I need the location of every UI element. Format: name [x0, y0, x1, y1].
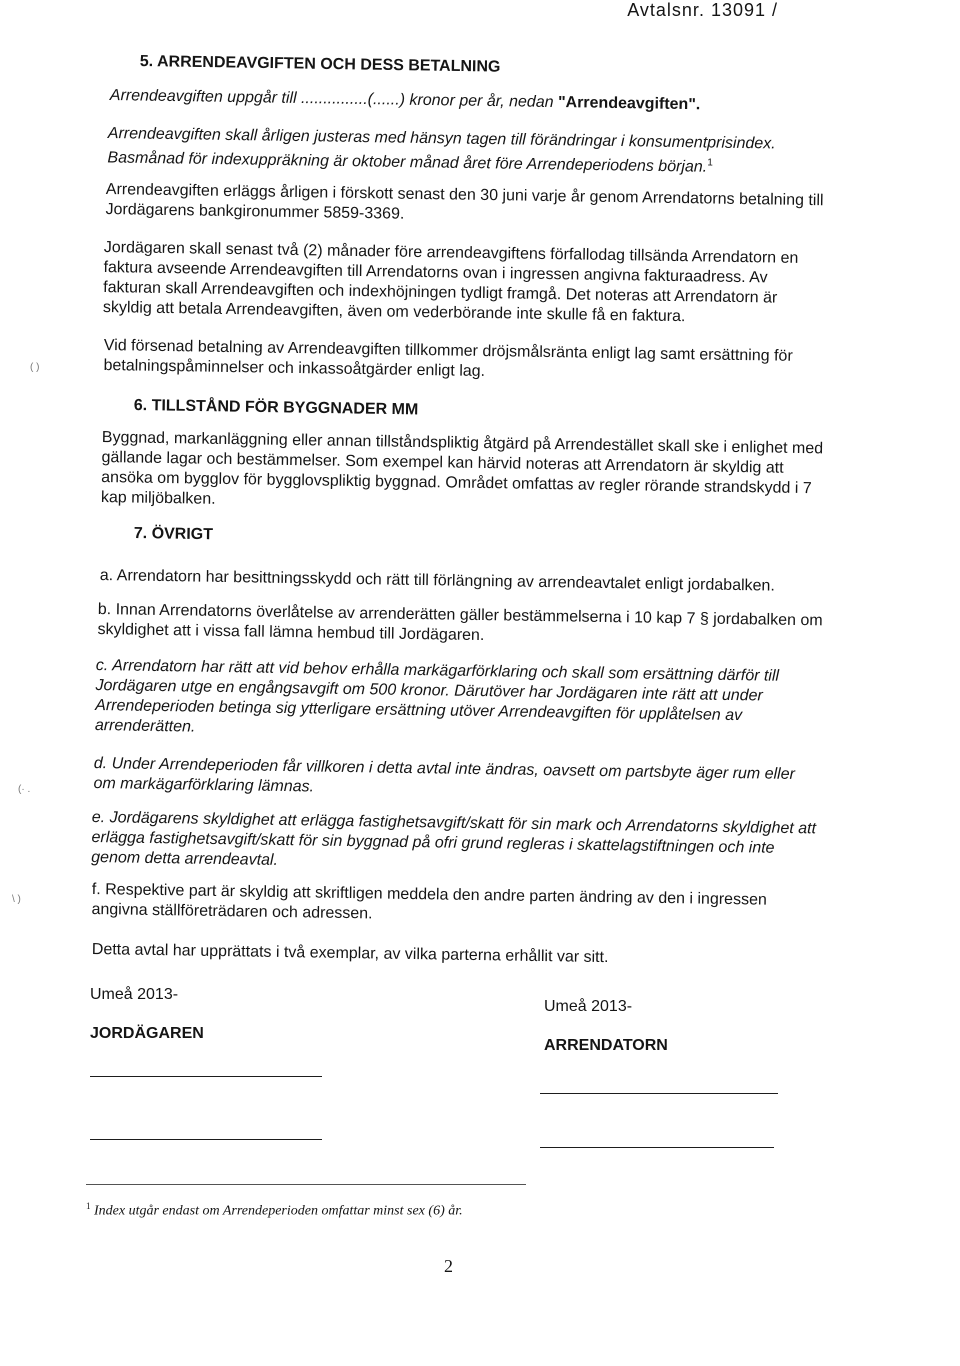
section-5-payment: Arrendeavgiften erläggs årligen i förskott senast den 30 juni varje år genom Arrendatorns betalning till Jordägarens bankgironummer 5859-3369. — [105, 180, 824, 223]
section-6-heading: 6. TILLSTÅND FÖR BYGGNADER MM — [133, 396, 419, 419]
clause-b: b. Innan Arrendatorns överlåtelse av arrenderätten gäller bestämmelserna i 10 kap 7 § jordabalken om skyldighet att i vissa fall lämna hembud till Jordägaren. — [97, 600, 823, 645]
footnote — [86, 1196, 463, 1222]
contract-number: Avtalsnr. 13091 / — [627, 0, 778, 20]
footnote-text: Index utgår endast om Arrendeperioden omfattar minst sex (6) år. — [94, 1203, 463, 1219]
clause-e: e. Jordägarens skyldighet att erlägga fastighetsavgift/skatt för sin mark och Arrendatorns skyldighet att erlägga fastighetsavgift/skatt för sin byggnad på ofri grund regleras i skattelagstiftningen och inte genom detta arrendeavtal. — [91, 808, 817, 869]
section-5-late-payment: Vid försenad betalning av Arrendeavgiften tillkommer dröjsmålsränta enligt lag samt ersättning för betalningspåminnelser och inkassoåtgärder enligt lag. — [103, 336, 793, 380]
tenant-place-date: Umeå 2013- — [544, 998, 633, 1015]
clause-c: c. Arrendatorn har rätt att vid behov erhålla markägarförklaring och skall som ersättning därför till Jordägaren utge en engångsavgift om 500 kronor. Därutöver har Jordägaren inte rätt att under Arrendeperioden betinga sig ytterligare ersättning utöver Arrendeavgiften för upplåtelsen av arrenderätten. — [94, 656, 780, 736]
section-7-heading: 7. ÖVRIGT — [133, 524, 214, 544]
clause-a: a. Arrendatorn har besittningsskydd och rätt till förlängning av arrendeavtalet enligt jordabalken. — [99, 566, 775, 595]
landowner-label: JORDÄGAREN — [90, 1025, 204, 1042]
clause-d: d. Under Arrendeperioden får villkoren i detta avtal inte ändras, oavsett om partsbyte äger rum eller om markägarförklaring lämnas. — [93, 754, 796, 796]
section-5-fee-amount — [110, 86, 810, 117]
landowner-signature-line-1 — [90, 1076, 322, 1077]
landowner-signature-line-2 — [90, 1139, 322, 1140]
closing-statement: Detta avtal har upprättats i två exemplar, av vilka parterna erhållit var sitt. — [91, 940, 609, 967]
clause-f: f. Respektive part är skyldig att skriftligen meddela den andre parten ändring av den i ingressen angivna ställföreträdaren och adressen. — [91, 880, 767, 923]
scan-speck: (· . — [18, 784, 31, 795]
scan-speck: \ ) — [12, 894, 21, 905]
tenant-label: ARRENDATORN — [544, 1037, 668, 1054]
footnote-marker: 1 — [86, 1201, 91, 1211]
fee-defined-term: "Arrendeavgiften". — [557, 94, 701, 114]
section-5-indexation — [107, 124, 790, 179]
tenant-signature-line-1 — [540, 1093, 778, 1094]
fee-amount-text: Arrendeavgiften uppgår till ...............(......) kronor per år, nedan — [109, 86, 559, 112]
landowner-place-date: Umeå 2013- — [90, 986, 179, 1003]
scan-speck: ( ) — [30, 362, 40, 373]
section-5-heading: 5. ARRENDEAVGIFTEN OCH DESS BETALNING — [139, 52, 501, 76]
footnote-reference: 1 — [707, 157, 713, 169]
indexation-text: Arrendeavgiften skall årligen justeras med hänsyn tagen till förändringar i konsumentprisindex. Basmånad för indexuppräkning är oktober månad året före Arrendeperiodens början. — [107, 124, 776, 176]
section-6-permits: Byggnad, markanläggning eller annan tillståndspliktig åtgärd på Arrendestället skall ske i enlighet med gällande lagar och bestämmelser. Som exempel kan härvid noteras att Arrendatorn är skyldig att ansöka om bygglov för bygglovspliktig byggnad. Området omfattas av regler rörande strandskydd i 7 kap miljöbalken. — [100, 428, 824, 508]
tenant-signature-line-2 — [540, 1147, 774, 1148]
page-number: 2 — [444, 1256, 453, 1276]
footnote-divider — [86, 1184, 526, 1185]
section-5-invoice: Jordägaren skall senast två (2) månader före arrendeavgiftens förfallodag tillsända Arrendatorn en faktura avseende Arrendeavgiften till Arrendatorns ovan i ingressen angivna fakturaadress. Av fakturan skall Arrendeavgiften och indexhöjningen tydligt framgå. Det noteras att Arrendatorn är skyldig att betala Arrendeavgiften, även om vederbörande inte skulle få en faktura. — [102, 238, 799, 326]
